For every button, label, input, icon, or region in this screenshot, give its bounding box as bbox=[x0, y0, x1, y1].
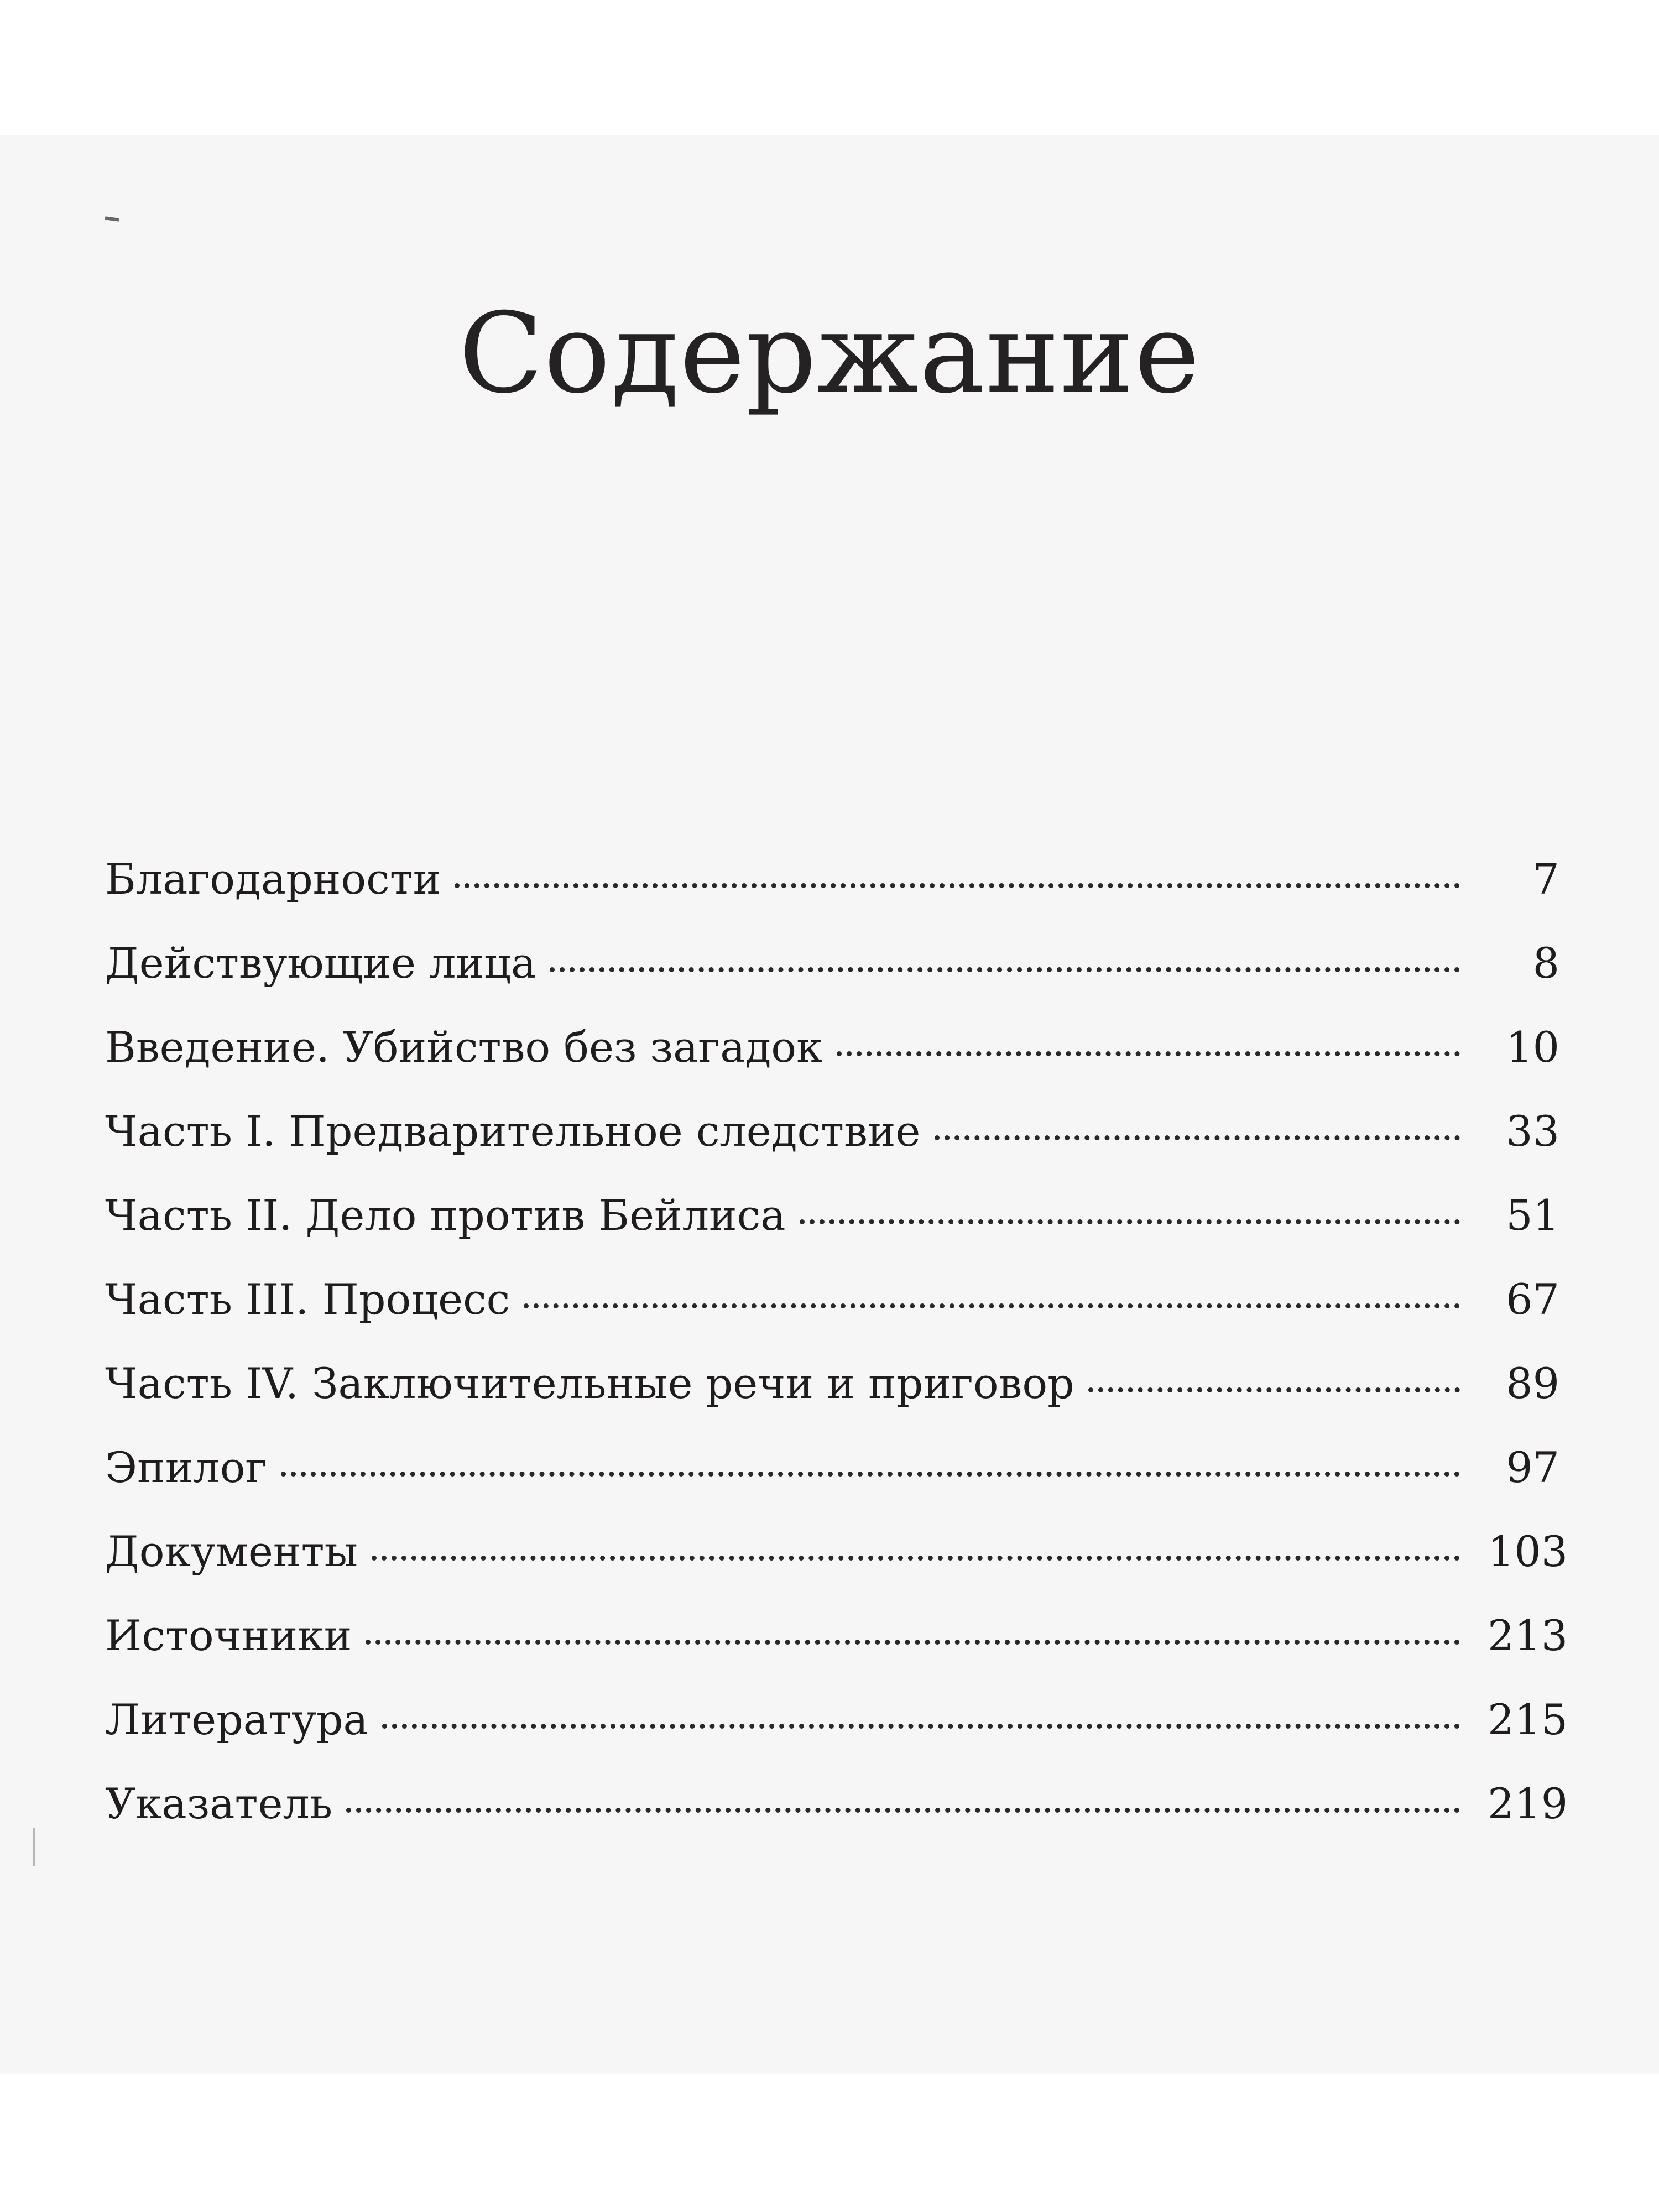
scan-mark bbox=[33, 1828, 35, 1866]
toc-entry bbox=[105, 1695, 1568, 1779]
toc-entry-title: Литература bbox=[105, 1695, 368, 1744]
toc-entry-title: Часть IV. Заключительные речи и приговор bbox=[105, 1359, 1074, 1408]
toc-entry bbox=[105, 1191, 1559, 1275]
toc-entry bbox=[105, 1275, 1559, 1359]
dot-leader bbox=[281, 1472, 1460, 1477]
toc-entry-page-number: 51 bbox=[1506, 1191, 1559, 1240]
toc-entry bbox=[105, 1527, 1568, 1611]
toc-entry bbox=[105, 1611, 1568, 1695]
toc-entry bbox=[105, 854, 1559, 938]
toc-entry-title: Введение. Убийство без загадок bbox=[105, 1022, 823, 1072]
dot-leader bbox=[455, 883, 1460, 888]
toc-entry-page-number: 7 bbox=[1532, 854, 1559, 904]
dot-leader bbox=[382, 1724, 1460, 1729]
toc-entry-title: Благодарности bbox=[105, 854, 441, 904]
dot-leader bbox=[346, 1808, 1460, 1813]
toc-entry bbox=[105, 1779, 1568, 1863]
toc-entry bbox=[105, 1443, 1559, 1527]
toc-entry-title: Источники bbox=[105, 1611, 352, 1660]
dot-leader bbox=[372, 1556, 1460, 1561]
toc-entry-title: Часть I. Предварительное следствие bbox=[105, 1107, 921, 1156]
dot-leader bbox=[800, 1219, 1460, 1224]
toc-entry-page-number: 215 bbox=[1488, 1695, 1568, 1744]
toc-entry bbox=[105, 1022, 1559, 1107]
dot-leader bbox=[1088, 1387, 1460, 1392]
dot-leader bbox=[935, 1135, 1460, 1140]
toc-entry-page-number: 10 bbox=[1506, 1022, 1559, 1072]
toc-entry-page-number: 103 bbox=[1488, 1527, 1568, 1576]
toc-entry-title: Часть III. Процесс bbox=[105, 1275, 510, 1324]
toc-entry-page-number: 67 bbox=[1506, 1275, 1559, 1324]
table-of-contents bbox=[105, 854, 1568, 1863]
dot-leader bbox=[837, 1051, 1460, 1056]
toc-entry bbox=[105, 938, 1559, 1022]
toc-entry bbox=[105, 1107, 1559, 1191]
toc-entry-title: Часть II. Дело против Бейлиса bbox=[105, 1191, 786, 1240]
page-title: Содержание bbox=[458, 289, 1201, 418]
toc-entry bbox=[105, 1359, 1559, 1443]
dot-leader bbox=[550, 967, 1460, 972]
toc-entry-title: Действующие лица bbox=[105, 938, 536, 988]
dot-leader bbox=[524, 1303, 1460, 1308]
toc-entry-title: Документы bbox=[105, 1527, 358, 1576]
toc-entry-title: Эпилог bbox=[105, 1443, 268, 1492]
dot-leader bbox=[366, 1640, 1460, 1645]
toc-entry-page-number: 8 bbox=[1532, 938, 1559, 988]
toc-entry-page-number: 97 bbox=[1506, 1443, 1559, 1492]
toc-entry-page-number: 33 bbox=[1506, 1107, 1559, 1156]
toc-entry-page-number: 219 bbox=[1488, 1779, 1568, 1828]
toc-entry-page-number: 213 bbox=[1488, 1611, 1568, 1660]
toc-entry-title: Указатель bbox=[105, 1779, 333, 1828]
toc-entry-page-number: 89 bbox=[1506, 1359, 1559, 1408]
